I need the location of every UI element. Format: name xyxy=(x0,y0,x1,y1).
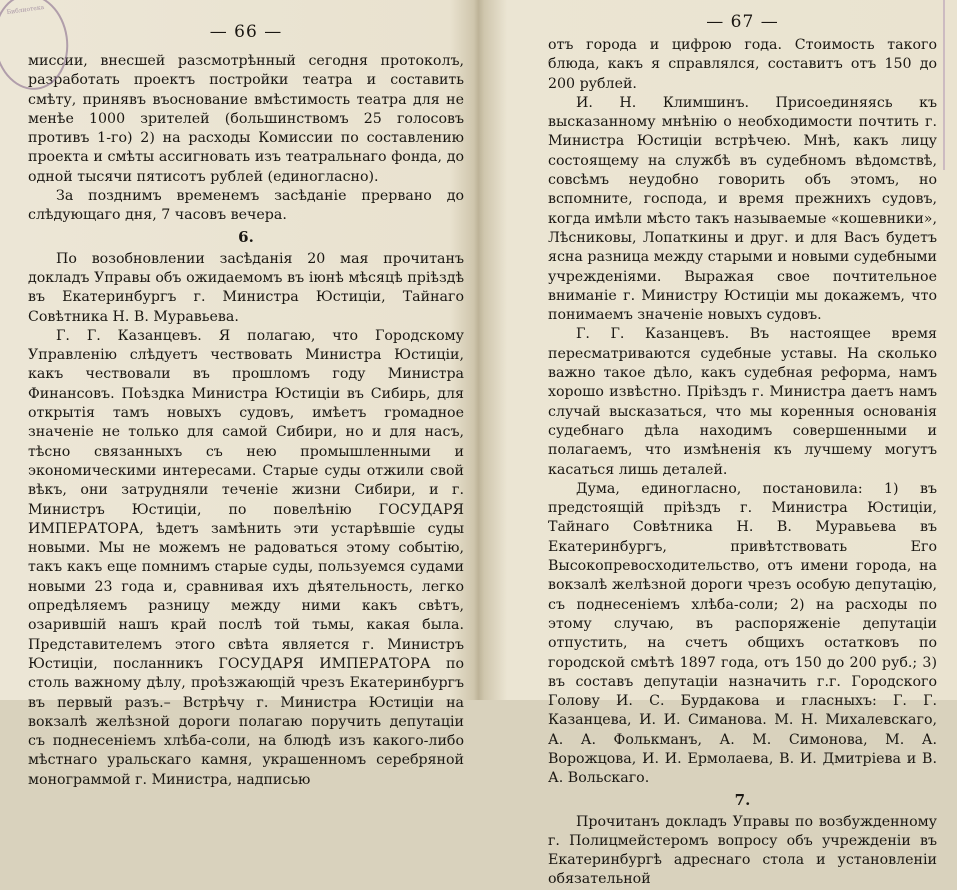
paragraph: Г. Г. Казанцевъ. Я полагаю, что Городскому Управленію слѣдуетъ чествовать Министра Юстиціи, какъ чествовали въ прошломъ году Министра Финансовъ. Поѣздка Министра Юстиціи въ Сибирь, для открытія тамъ новыхъ судовъ, имѣетъ громадное значеніе не только для самой Сибири, но и для насъ, тѣсно связанныхъ съ нею промышленными и экономическими интересами. Старые суды отжили свой вѣкъ, они затрудняли теченіе жизни Сибири, и г. Министръ Юстиціи, по повелѣнію ГОСУДАРЯ ИМПЕРАТОРА, ѣдетъ замѣнить эти устарѣвшіе суды новыми. Мы не можемъ не радоваться этому событію, такъ какъ еще помнимъ старые суды, пользуемся судами новыми 23 года и, сравнивая ихъ дѣятельность, легко опредѣляемъ разницу между ними какъ свѣтъ, озарившій нашъ край послѣ той тьмы, какая была. Представителемъ этого свѣта является г. Министръ Юстиціи, посланникъ ГОСУДАРЯ ИМПЕРАТОРА по столь важному дѣлу, проѣзжающій чрезъ Екатеринбургъ въ первый разъ.– Встрѣчу г. Министра Юстиціи на вокзалѣ желѣзной дороги полагаю поручить депутаціи съ поднесеніемъ хлѣба-соли, на блюдѣ изъ какого-либо мѣстнаго уральскаго камня, украшенномъ серебряной монограммой г. Министра, надписью xyxy=(28,327,464,788)
paragraph: Прочитанъ докладъ Управы по возбужденному г. Полицмейстеромъ вопросу объ учрежденіи въ Екатеринбургѣ адреснаго стола и установленіи обязательной xyxy=(548,813,937,888)
page-number: — 67 — xyxy=(706,12,779,32)
edge-stamp-mark xyxy=(943,0,957,170)
section-number: 6. xyxy=(238,227,254,246)
page-number: — 66 — xyxy=(209,22,283,42)
paragraph: отъ города и цифрою года. Стоимость такого блюда, какъ я справлялся, составитъ отъ 150 до 200 рублей. xyxy=(548,37,937,92)
paragraph: Г. Г. Казанцевъ. Въ настоящее время пересматриваются судебные уставы. На сколько важно такое дѣло, какъ судебная реформа, намъ хорошо извѣстно. Пріѣздъ г. Министра даетъ намъ случай высказаться, что мы коренныя основанія судебнаго дѣла находимъ совершенными и полагаемъ, что измѣненія къ лучшему могутъ касаться лишь деталей. xyxy=(548,326,937,478)
left-page xyxy=(0,0,478,788)
stamp-text: Библиотека xyxy=(6,3,45,17)
paragraph: Дума, единогласно, постановила: 1) въ предстоящій пріѣздъ г. Министра Юстиціи, Тайнаго Совѣтника Н. В. Муравьева въ Екатеринбургъ, привѣтствовать Его Высокопревосходительство, отъ имени города, на вокзалѣ желѣзной дороги чрезъ особую депутацію, съ поднесеніемъ хлѣба-соли; 2) на расходы по этому случаю, въ распоряженіе депутаціи отпустить, на счетъ общихъ остатковъ по городской смѣтѣ 1897 года, отъ 150 до 200 руб.; 3) въ составъ депутаціи назначить г.г. Городского Голову И. С. Бурдакова и гласныхъ: Г. Г. Казанцева, И. И. Симанова. М. Н. Михалевскаго, А. А. Фолькманъ, А. М. Симонова, М. А. Ворожцова, И. И. Ермолаева, В. И. Дмитріева и В. А. Вольскаго. xyxy=(548,480,937,787)
right-page xyxy=(482,0,957,888)
paragraph: По возобновлении засѣданія 20 мая прочитанъ докладъ Управы объ ожидаемомъ въ іюнѣ мѣсяцѣ пріѣздѣ въ Екатеринбургъ г. Министра Юстиціи, Тайнаго Совѣтника Н. В. Муравьева. xyxy=(28,250,464,325)
section-number: 7. xyxy=(734,790,751,809)
paragraph: И. Н. Климшинъ. Присоединяясь къ высказанному мнѣнію о необходимости почтить г. Министра Юстиціи встрѣчею. Мнѣ, какъ лицу состоящему на службѣ въ судебномъ вѣдомствѣ, совсѣмъ неудобно говорить объ этомъ, но вспомните, господа, и время прежнихъ судовъ, когда имѣли мѣсто такъ называемые «кошевники», Лѣсниковы, Лопаткины и друг. и для Васъ будетъ ясна разница между старыми и новыми судебными учрежденіями. Выражая свое почтительное вниманіе г. Министру Юстиціи мы докажемъ, что понимаемъ значеніе новыхъ судовъ. xyxy=(548,94,937,324)
paragraph: миссии, внесшей разсмотрѣнный сегодня протоколъ, разработать проектъ постройки театра и составить смѣту, принявъ въоснование вмѣстимость театра для не менѣе 1000 зрителей (большинствомъ 25 голосовъ противъ 1-го) 2) на расходы Комиссии по составлению проекта и смѣты ассигновать изъ театральнаго фонда, до одной тысячи пятисотъ рублей (единогласно). xyxy=(28,53,464,185)
paragraph: За позднимъ временемъ засѣданіе прервано до слѣдующаго дня, 7 часовъ вечера. xyxy=(28,188,464,224)
